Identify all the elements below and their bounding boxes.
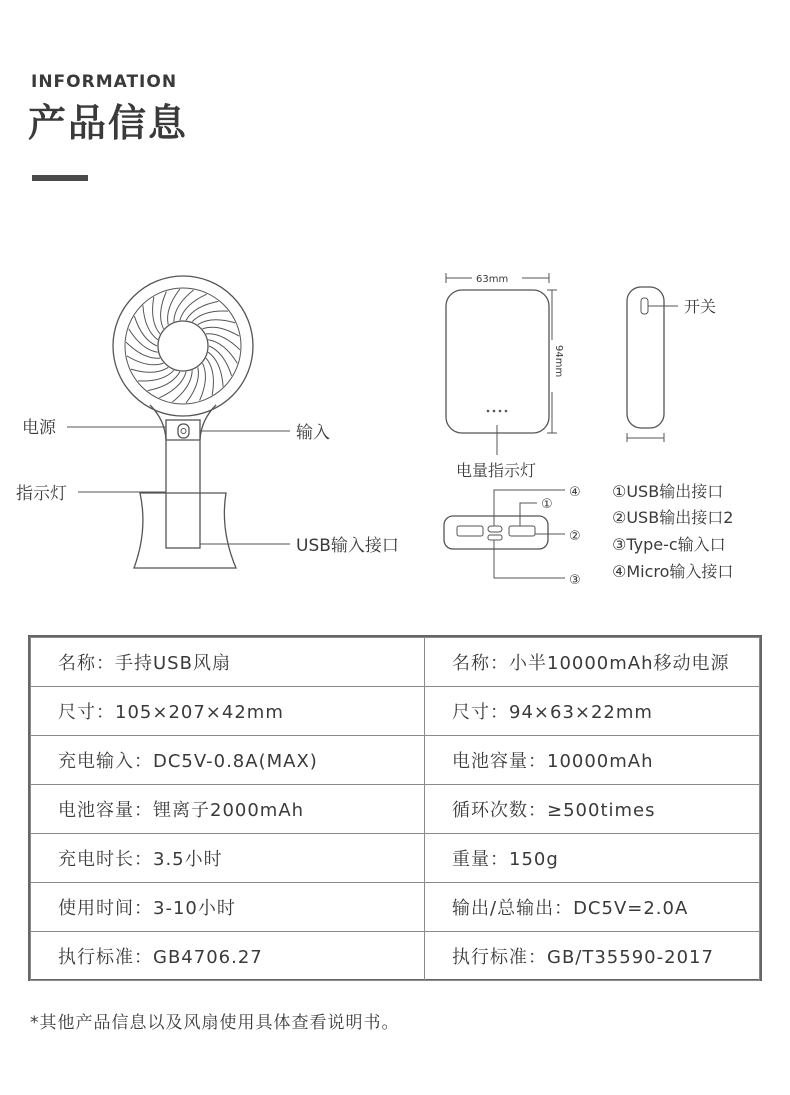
fan-label-power: 电源 <box>22 418 56 438</box>
callout-4: ④ <box>569 485 581 500</box>
fan-blade <box>174 290 194 322</box>
table-row <box>31 932 760 981</box>
dimension-width-label: 63mm <box>476 274 509 285</box>
port-legend-1: ①USB输出接口 <box>612 482 724 501</box>
spec-table <box>28 635 762 981</box>
port-legend-4: ④Micro输入接口 <box>612 562 734 581</box>
spec-powerbank-capacity: 电池容量：10000mAh <box>425 736 760 785</box>
spec-fan-battery: 电池容量：锂离子2000mAh <box>31 785 425 834</box>
header-title-en: INFORMATION <box>31 72 178 92</box>
fan-blade <box>127 356 164 365</box>
callout-3: ③ <box>569 573 581 588</box>
dimension-height-label: 94mm <box>553 345 564 378</box>
spec-powerbank-size: 尺寸：94×63×22mm <box>425 687 760 736</box>
powerbank-bottom <box>444 516 548 549</box>
spec-powerbank-name: 名称：小半10000mAh移动电源 <box>425 638 760 687</box>
callout-2: ② <box>569 529 581 544</box>
footnote: *其他产品信息以及风扇使用具体查看说明书。 <box>30 1013 400 1033</box>
spec-powerbank-standard: 执行标准：GB/T35590-2017 <box>425 932 760 981</box>
table-row <box>31 638 760 687</box>
port-legend-2: ②USB输出接口2 <box>612 508 734 527</box>
fan-blade <box>203 327 240 336</box>
powerbank-side <box>627 287 664 428</box>
powerbank-indicator-label: 电量指示灯 <box>456 461 537 480</box>
fan-blade <box>161 292 167 329</box>
table-row <box>31 736 760 785</box>
fan-blade <box>143 305 158 339</box>
fan-label-indicator: 指示灯 <box>16 484 67 504</box>
fan-blade <box>206 358 213 395</box>
table-row <box>31 883 760 932</box>
powerbank-led-dots <box>487 410 508 413</box>
spec-fan-size: 尺寸：105×207×42mm <box>31 687 425 736</box>
fan-label-usb-input: USB输入接口 <box>296 536 399 556</box>
fan-blade <box>200 363 206 400</box>
fan-blade <box>153 297 160 334</box>
spec-powerbank-cycles: 循环次数：≥500times <box>425 785 760 834</box>
fan-blade <box>159 372 186 398</box>
fan-blade <box>180 294 207 320</box>
fan-blade <box>208 352 223 386</box>
table-row <box>31 834 760 883</box>
fan-label-input: 输入 <box>296 423 330 443</box>
spec-fan-charge-time: 充电时长：3.5小时 <box>31 834 425 883</box>
powerbank-switch-label: 开关 <box>684 297 717 316</box>
header-title-cn: 产品信息 <box>28 101 189 145</box>
spec-fan-name: 名称：手持USB风扇 <box>31 638 425 687</box>
table-row <box>31 785 760 834</box>
fan-blade <box>131 367 168 372</box>
fan-blade <box>198 320 235 325</box>
spec-powerbank-weight: 重量：150g <box>425 834 760 883</box>
spec-fan-standard: 执行标准：GB4706.27 <box>31 932 425 981</box>
fan-illustration <box>113 276 253 568</box>
spec-fan-input: 充电输入：DC5V-0.8A(MAX) <box>31 736 425 785</box>
port-legend-3: ③Type-c输入口 <box>612 535 726 554</box>
powerbank-front <box>446 290 549 433</box>
table-row <box>31 687 760 736</box>
fan-blade <box>172 370 192 402</box>
spec-powerbank-output: 输出/总输出：DC5V=2.0A <box>425 883 760 932</box>
callout-1: ① <box>541 497 553 512</box>
spec-fan-usage-time: 使用时间：3-10小时 <box>31 883 425 932</box>
